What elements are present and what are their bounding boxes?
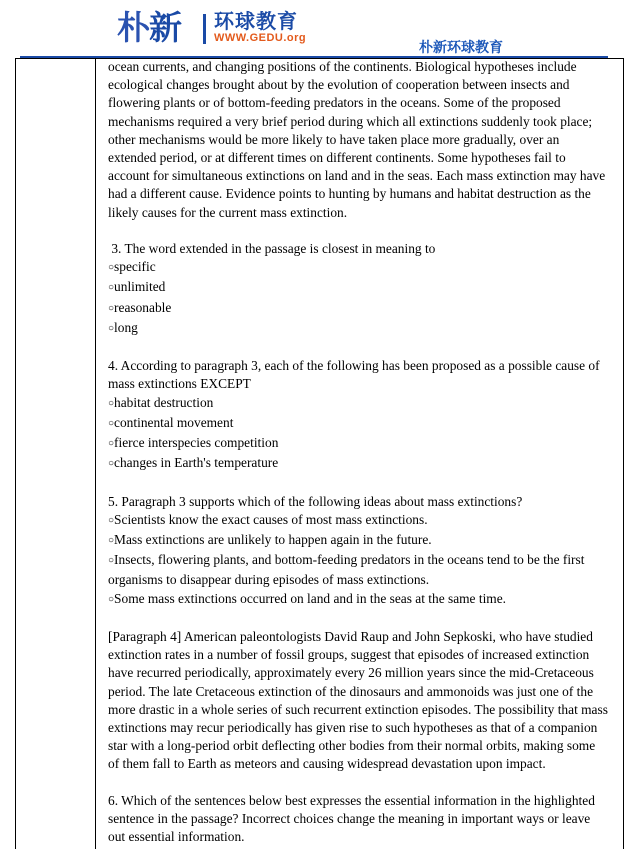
answer-option[interactable]: ○ unlimited [108,278,608,298]
answer-option[interactable]: ○ continental movement [108,414,608,434]
table-column-divider [95,58,96,849]
question-stem: 3. The word extended in the passage is closest in meaning to [108,241,436,257]
answer-option[interactable]: ○ habitat destruction [108,394,608,414]
answer-option[interactable]: ○ long [108,319,608,339]
question-6 [108,792,608,847]
passage-paragraph-3-tail: ocean currents, and changing positions of the continents. Biological hypotheses include ecological changes brought about by the evolution of cooperation between insects and flowering plants or of bottom-feeding predators in the oceans. Some of the proposed mechanisms required a very brief period during which all extinctions suddenly took place; other mechanisms would be more likely to have taken place more gradually, over an extended period, or at different times on different continents. Some hypotheses fail to account for simultaneous extinctions on land and in the seas. Each mass extinction may have had a different cause. Evidence points to hunting by humans and habitat destruction as the likely causes for the current mass extinction. [108,59,606,220]
logo-text-block [214,10,306,45]
question-4 [108,357,608,474]
question-5 [108,493,608,610]
header-brand-title: 朴新环球教育 [419,40,503,56]
answer-option[interactable]: ○ reasonable [108,299,608,319]
question-stem: 5. Paragraph 3 supports which of the following ideas about mass extinctions? [108,493,523,509]
answer-option[interactable]: ○ specific [108,258,608,278]
answer-option[interactable]: ○ fierce interspecies competition [108,434,608,454]
logo-url-text: WWW.GEDU.org [214,32,307,44]
logo-chinese-name: 朴新 [117,8,181,47]
passage-paragraph-4: [Paragraph 4] American paleontologists David Raup and John Sepkoski, who have studied extinction rates in a number of fossil groups, suggest that episodes of increased extinction have recurred periodically, approximately every 26 million years since the mid-Cretaceous period. The late Cretaceous extinction of the dinosaurs and ammonoids was just one of the more drastic in a whole series of such recurrent extinction episodes. The possibility that mass extinctions may recur periodically has given rise to such hypotheses as that of a companion star with a long-period orbit deflecting other bodies from their normal orbits, making some of them fall to Earth as meteors and causing widespread devastation upon impact. [108,629,608,772]
logo-divider [203,14,206,44]
document-content [108,58,608,865]
question-3 [108,240,608,339]
logo-edu-text: 环球教育 [214,9,298,33]
answer-option[interactable]: ○ Some mass extinctions occurred on land and in the seas at the same time. [108,590,608,610]
question-stem: 4. According to paragraph 3, each of the following has been proposed as a possible cause of mass extinctions EXCEPT [108,358,600,392]
answer-option[interactable]: ○ Mass extinctions are unlikely to happen again in the future. [108,531,608,551]
answer-option[interactable]: ○ Scientists know the exact causes of most mass extinctions. [108,511,608,531]
answer-option[interactable]: ○ Insects, flowering plants, and bottom-feeding predators in the oceans tend to be the first organisms to disappear during episodes of mass extinctions. [108,551,608,589]
page-header [0,0,628,58]
answer-option[interactable]: ○ changes in Earth's temperature [108,454,608,474]
question-stem: 6. Which of the sentences below best expresses the essential information in the highlighted sentence in the passage? Incorrect choices change the meaning in important ways or leave out essential information. [108,792,595,845]
